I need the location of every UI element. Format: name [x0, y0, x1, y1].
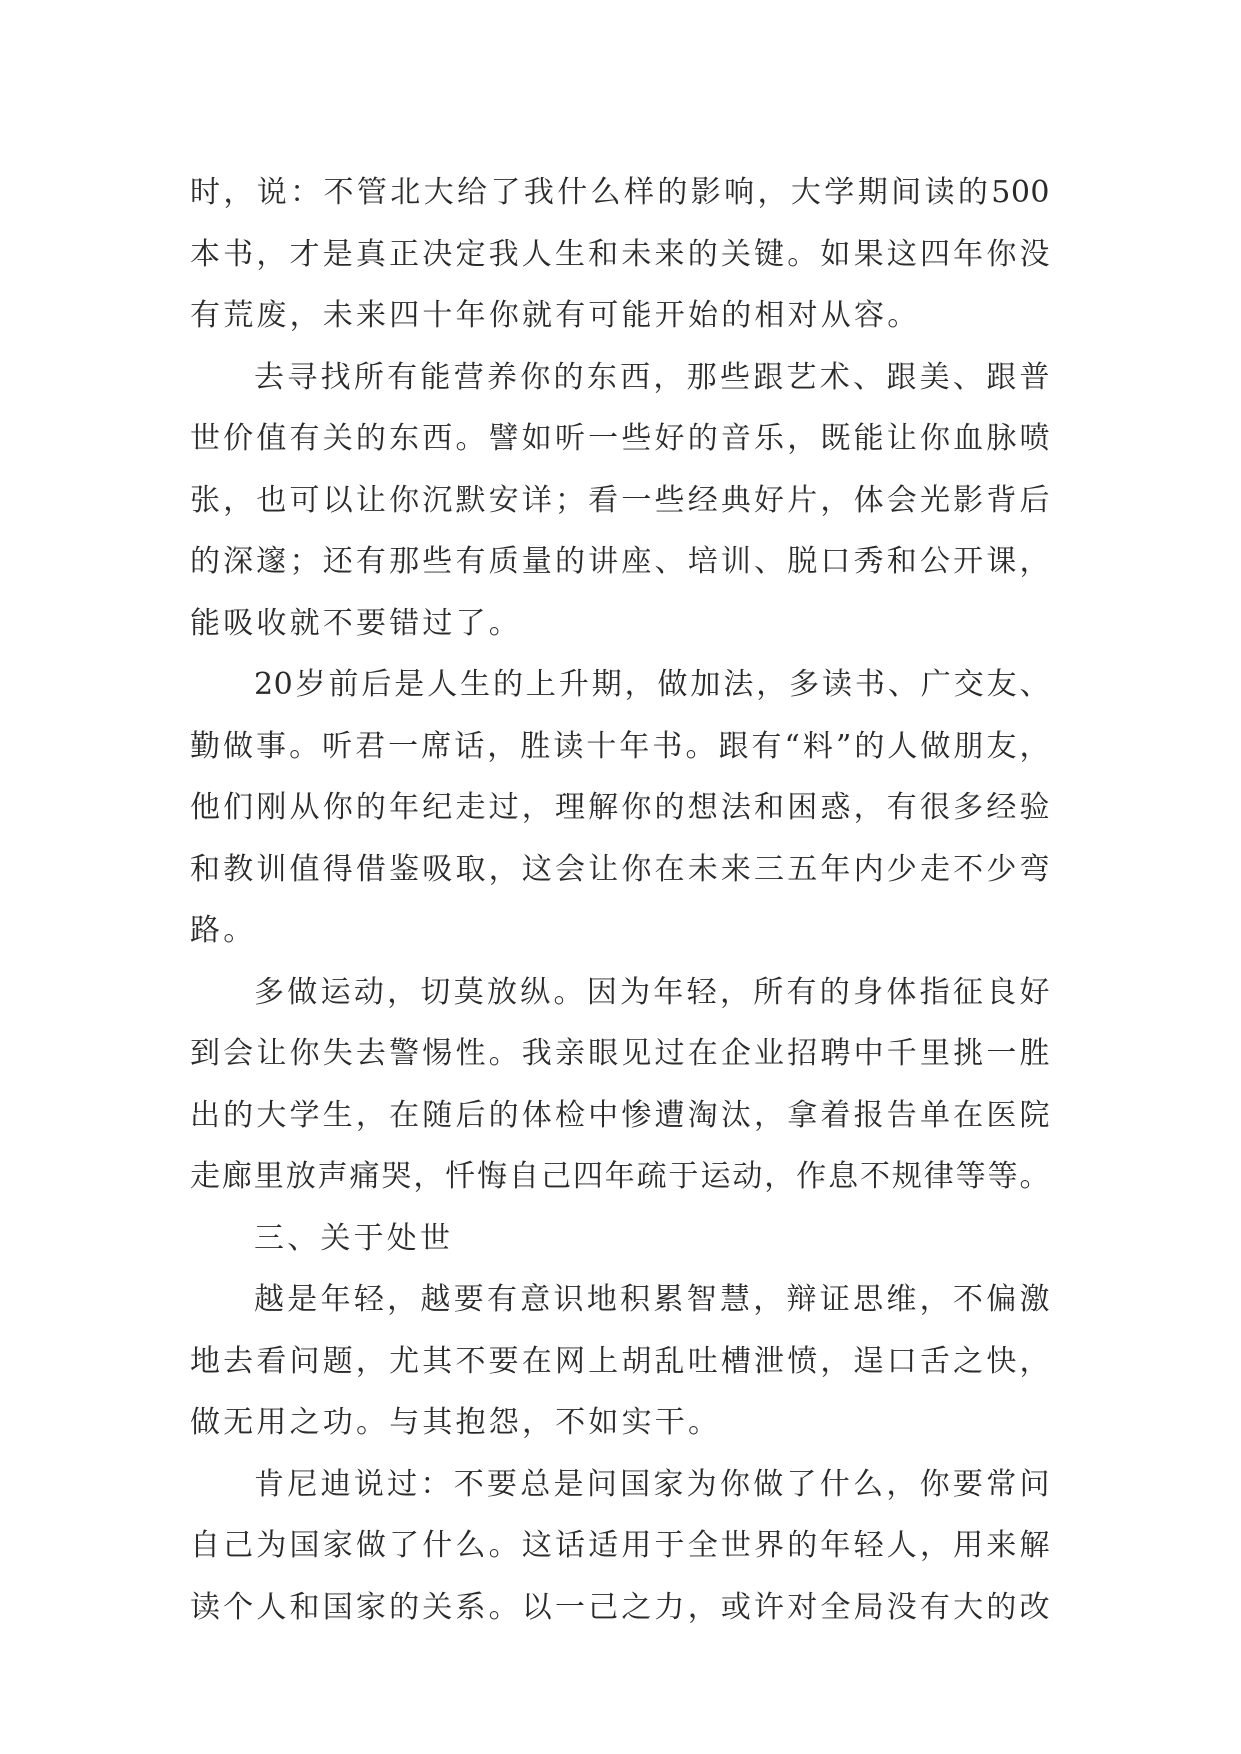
- text-line: 出的大学生，在随后的体检中惨遭淘汰，拿着报告单在医院: [190, 1097, 1050, 1133]
- text-line: 能吸收就不要错过了。: [190, 605, 522, 641]
- text-line: 做无用之功。与其抱怨，不如实干。: [190, 1405, 722, 1440]
- text-line: 张，也可以让你沉默安详；看一些经典好片，体会光影背后: [190, 482, 1050, 518]
- document-body: [190, 162, 1050, 1638]
- text-line: 越是年轻，越要有意识地积累智慧，辩证思维，不偏激: [254, 1282, 1050, 1317]
- text-line: 自己为国家做了什么。这话适用于全世界的年轻人，用来解: [190, 1528, 1050, 1563]
- text-line: 有荒废，未来四十年你就有可能开始的相对从容。: [190, 298, 921, 333]
- text-line: 时，说：不管北大给了我什么样的影响，大学期间读的500: [190, 175, 1050, 210]
- text-line: 路。: [190, 913, 257, 948]
- text-line: 他们刚从你的年纪走过，理解你的想法和困惑，有很多经验: [190, 790, 1050, 825]
- text-line: 肯尼迪说过：不要总是问国家为你做了什么，你要常问: [254, 1466, 1050, 1502]
- text-line: 地去看问题，尤其不要在网上胡乱吐槽泄愤，逞口舌之快，: [190, 1343, 1050, 1379]
- text-line: 和教训值得借鉴吸取，这会让你在未来三五年内少走不少弯: [190, 851, 1050, 887]
- text-line: 走廊里放声痛哭，忏悔自己四年疏于运动，作息不规律等等。: [190, 1159, 1050, 1194]
- text-line: 勤做事。听君一席话，胜读十年书。跟有“料”的人做朋友，: [190, 728, 1050, 764]
- section-heading: 三、关于处世: [254, 1220, 454, 1256]
- text-line: 世价值有关的东西。譬如听一些好的音乐，既能让你血脉喷: [190, 421, 1050, 456]
- text-line: 20岁前后是人生的上升期，做加法，多读书、广交友、: [254, 667, 1050, 702]
- text-line: 本书，才是真正决定我人生和未来的关键。如果这四年你没: [190, 236, 1050, 272]
- text-line: 到会让你失去警惕性。我亲眼见过在企业招聘中千里挑一胜: [190, 1036, 1050, 1071]
- text-line: 去寻找所有能营养你的东西，那些跟艺术、跟美、跟普: [254, 359, 1050, 395]
- text-line: 的深邃；还有那些有质量的讲座、培训、脱口秀和公开课，: [190, 544, 1050, 579]
- text-line: 多做运动，切莫放纵。因为年轻，所有的身体指征良好: [254, 974, 1050, 1010]
- text-line: 读个人和国家的关系。以一己之力，或许对全局没有大的改: [190, 1589, 1050, 1625]
